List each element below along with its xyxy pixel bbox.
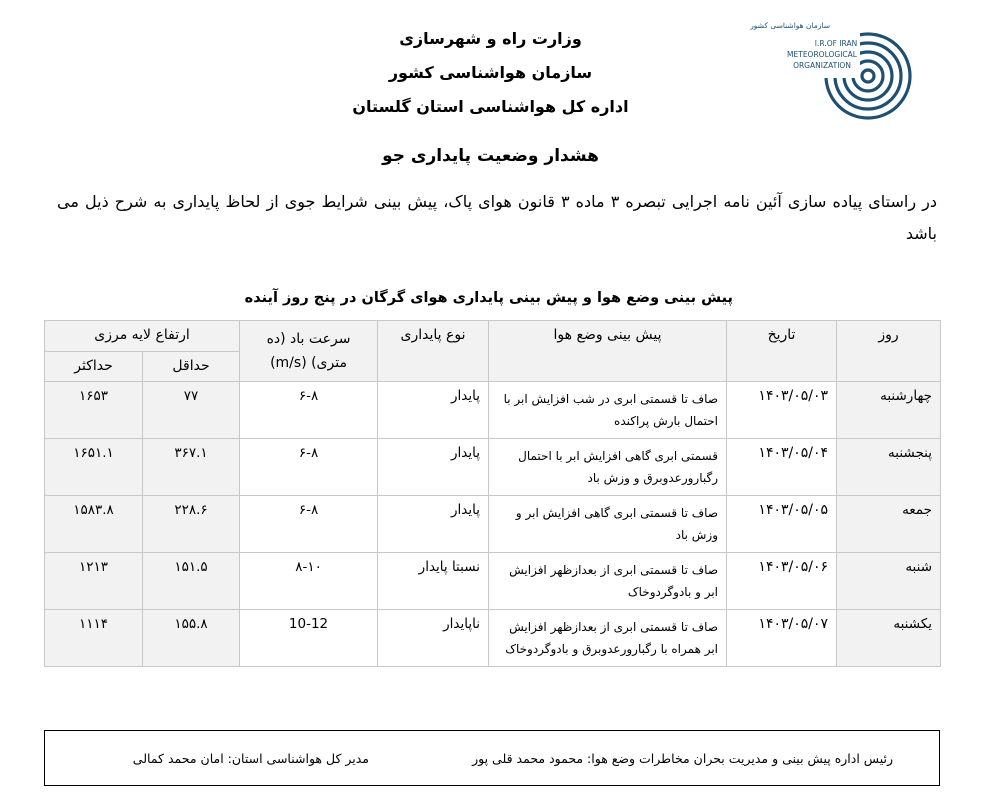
table-title: پیش بینی وضع هوا و پیش بینی پایداری هوای گرگان در پنج روز آینده	[244, 290, 733, 306]
stability-cell: پایدار	[378, 496, 489, 553]
intro-paragraph: در راستای پیاده سازی آئین نامه اجرایی تبصره ۳ ماده ۳ قانون هوای پاک، پیش بینی شرایط جوی از لحاظ پایداری به شرح ذیل می باشد	[57, 192, 938, 243]
table-row	[45, 496, 941, 553]
wind-cell: 10-12	[240, 610, 378, 667]
table-row	[45, 439, 941, 496]
boundary-min-cell: ۳۶۷.۱	[143, 439, 240, 496]
header-wind: سرعت باد (ده متری) (m/s)	[240, 321, 378, 382]
boundary-min-cell: ۱۵۱.۵	[143, 553, 240, 610]
wind-cell: ۶-۸	[240, 382, 378, 439]
date-cell: ۱۴۰۳/۰۵/۰۷	[727, 610, 837, 667]
table-row	[45, 610, 941, 667]
wind-cell: ۸-۱۰	[240, 553, 378, 610]
boundary-max-cell: ۱۶۵۱.۱	[45, 439, 143, 496]
header-boundary-layer: ارتفاع لایه مرزی	[45, 321, 240, 352]
boundary-max-cell: ۱۱۱۴	[45, 610, 143, 667]
forecast-cell: صاف تا قسمتی ابری از بعدازظهر افزایش ابر همراه با رگبارورعدوبرق و بادوگردوخاک	[489, 610, 727, 667]
boundary-max-cell: ۱۶۵۳	[45, 382, 143, 439]
day-cell: پنجشنبه	[837, 439, 941, 496]
header-day: روز	[837, 321, 941, 382]
wind-cell: ۶-۸	[240, 439, 378, 496]
table-row	[45, 382, 941, 439]
date-cell: ۱۴۰۳/۰۵/۰۳	[727, 382, 837, 439]
date-cell: ۱۴۰۳/۰۵/۰۵	[727, 496, 837, 553]
director-signature: مدیر کل هواشناسی استان: امان محمد کمالی	[132, 751, 369, 766]
logo-en-line1: I.R.OF IRAN	[814, 39, 858, 48]
ministry-name: وزارت راه و شهرسازی	[399, 29, 582, 48]
header-max: حداکثر	[45, 351, 143, 382]
logo-en-line3: ORGANIZATION	[793, 61, 851, 70]
date-cell: ۱۴۰۳/۰۵/۰۶	[727, 553, 837, 610]
stability-cell: ناپایدار	[378, 610, 489, 667]
day-cell: شنبه	[837, 553, 941, 610]
day-cell: چهارشنبه	[837, 382, 941, 439]
forecast-table	[44, 320, 941, 667]
boundary-max-cell: ۱۵۸۳.۸	[45, 496, 143, 553]
stability-cell: پایدار	[378, 382, 489, 439]
day-cell: یکشنبه	[837, 610, 941, 667]
stability-cell: پایدار	[378, 439, 489, 496]
signature-box	[44, 730, 940, 786]
date-cell: ۱۴۰۳/۰۵/۰۴	[727, 439, 837, 496]
header-min: حداقل	[143, 351, 240, 382]
boundary-max-cell: ۱۲۱۳	[45, 553, 143, 610]
organization-name: سازمان هواشناسی کشور	[388, 63, 593, 82]
warning-title: هشدار وضعیت پایداری جو	[382, 146, 599, 166]
header-date: تاریخ	[727, 321, 837, 382]
wind-cell: ۶-۸	[240, 496, 378, 553]
forecast-head-signature: رئیس اداره پیش بینی و مدیریت بحران مخاطرات وضع هوا: محمود محمد قلی پور	[472, 751, 893, 766]
table-row	[45, 553, 941, 610]
header-stability: نوع پایداری	[378, 321, 489, 382]
forecast-cell: قسمتی ابری گاهی افزایش ابر با احتمال رگبارورعدوبرق و وزش باد	[489, 439, 727, 496]
boundary-min-cell: ۲۲۸.۶	[143, 496, 240, 553]
boundary-min-cell: ۱۵۵.۸	[143, 610, 240, 667]
day-cell: جمعه	[837, 496, 941, 553]
logo-persian-text: سازمان هواشناسی کشور	[750, 21, 830, 30]
office-name: اداره کل هواشناسی استان گلستان	[352, 97, 629, 116]
forecast-cell: صاف تا قسمتی ابری از بعدازظهر افزایش ابر و بادوگردوخاک	[489, 553, 727, 610]
boundary-min-cell: ۷۷	[143, 382, 240, 439]
forecast-cell: صاف تا قسمتی ابری در شب افزایش ابر با احتمال بارش پراکنده	[489, 382, 727, 439]
meteorological-organization-logo	[750, 14, 920, 124]
header-forecast: پیش بینی وضع هوا	[489, 321, 727, 382]
logo-en-line2: METEOROLOGICAL	[787, 50, 857, 59]
forecast-cell: صاف تا قسمتی ابری گاهی افزایش ابر و وزش باد	[489, 496, 727, 553]
stability-cell: نسبتا پایدار	[378, 553, 489, 610]
